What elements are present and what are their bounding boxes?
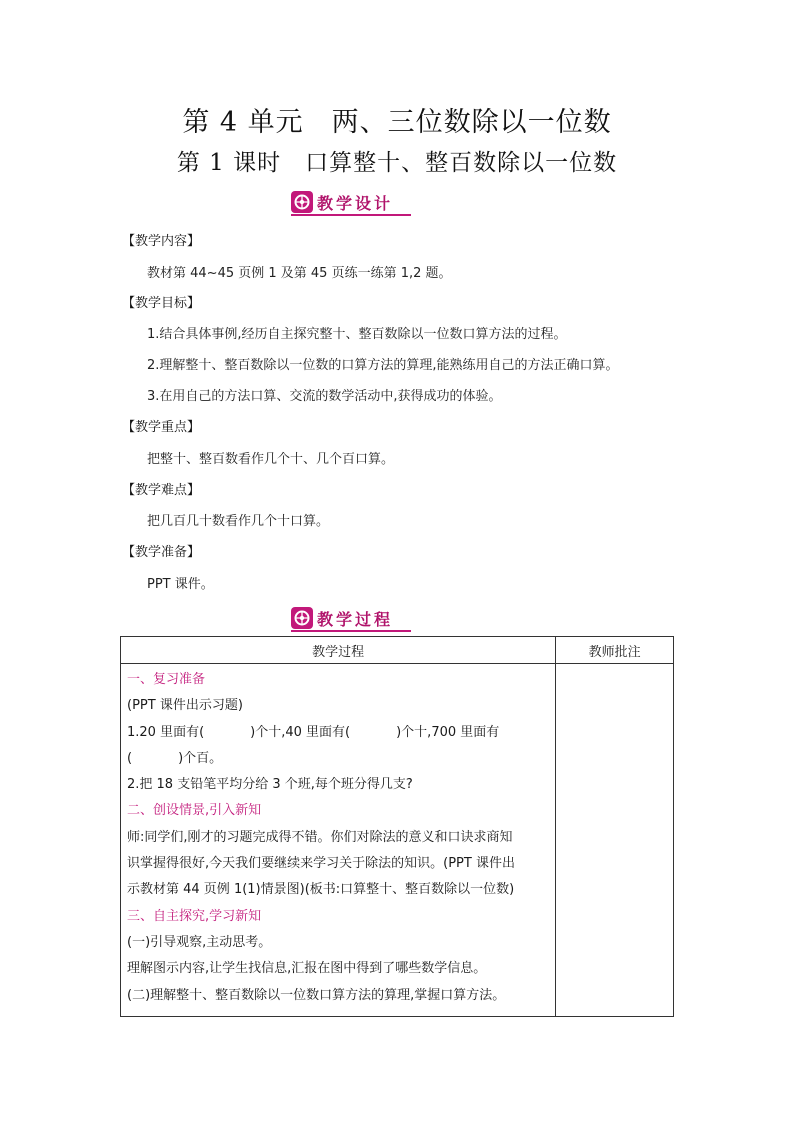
explore-heading: 三、自主探究,学习新知 [127, 908, 262, 924]
section-heading-preparation: 【教学准备】 [122, 545, 201, 560]
teacher-line: 识掌握得很好,今天我们要继续来学习关于除法的知识。(PPT 课件出 [127, 856, 515, 872]
question-1-part: )个十,40 里面有( [250, 724, 351, 740]
goal-item: 1.结合具体事例,经历自主探究整十、整百数除以一位数口算方法的过程。 [147, 327, 567, 342]
section-heading-difficulties: 【教学难点】 [122, 483, 201, 498]
key-points-text: 把整十、整百数看作几个十、几个百口算。 [147, 452, 395, 467]
teacher-line: 示教材第 44 页例 1(1)情景图)(板书:口算整十、整百数除以一位数) [127, 882, 515, 898]
table-header-notes: 教师批注 [556, 637, 674, 664]
question-2: 2.把 18 支铅笔平均分给 3 个班,每个班分得几支? [127, 777, 413, 793]
step-2: (二)理解整十、整百数除以一位数口算方法的算理,掌握口算方法。 [127, 987, 506, 1003]
teacher-notes-cell [556, 664, 674, 1017]
teacher-line: 师:同学们,刚才的习题完成得不错。你们对除法的意义和口诀求商知 [127, 829, 513, 845]
process-cell [121, 664, 556, 1017]
review-heading: 一、复习准备 [127, 672, 206, 687]
question-1-part: 1.20 里面有( [127, 724, 205, 740]
teaching-process-banner [291, 605, 411, 631]
preparation-text: PPT 课件。 [147, 577, 214, 592]
content-text: 教材第 44~45 页例 1 及第 45 页练一练第 1,2 题。 [147, 266, 452, 281]
section-heading-content: 【教学内容】 [122, 234, 201, 249]
unit-title: 第 4 单元 两、三位数除以一位数 [182, 107, 612, 138]
teaching-design-banner [291, 189, 411, 215]
section-heading-key-points: 【教学重点】 [122, 420, 201, 435]
step-1: (一)引导观察,主动思考。 [127, 934, 272, 950]
ppt-note: (PPT 课件出示习题) [127, 698, 243, 714]
lesson-title: 第 1 课时 口算整十、整百数除以一位数 [176, 150, 618, 176]
teaching-process-table [120, 636, 674, 1017]
goal-item: 2.理解整十、整百数除以一位数的口算方法的算理,能熟练用自己的方法正确口算。 [147, 358, 619, 373]
question-1 [127, 720, 549, 746]
flower-logo-icon [291, 607, 313, 629]
question-1-part: )个百。 [178, 750, 223, 766]
question-1-part: ( [127, 750, 133, 766]
question-1-cont [127, 746, 549, 772]
question-1-part: )个十,700 里面有 [396, 724, 500, 740]
goal-item: 3.在用自己的方法口算、交流的数学活动中,获得成功的体验。 [147, 389, 502, 404]
table-header-process: 教学过程 [121, 637, 556, 664]
banner-label: 教学过程 [317, 609, 394, 629]
step-1-text: 理解图示内容,让学生找信息,汇报在图中得到了哪些数学信息。 [127, 961, 487, 977]
section-heading-goals: 【教学目标】 [122, 296, 201, 311]
scene-heading: 二、创设情景,引入新知 [127, 803, 262, 819]
banner-label: 教学设计 [317, 193, 394, 213]
difficulties-text: 把几百几十数看作几个十口算。 [147, 514, 330, 529]
flower-logo-icon [291, 191, 313, 213]
